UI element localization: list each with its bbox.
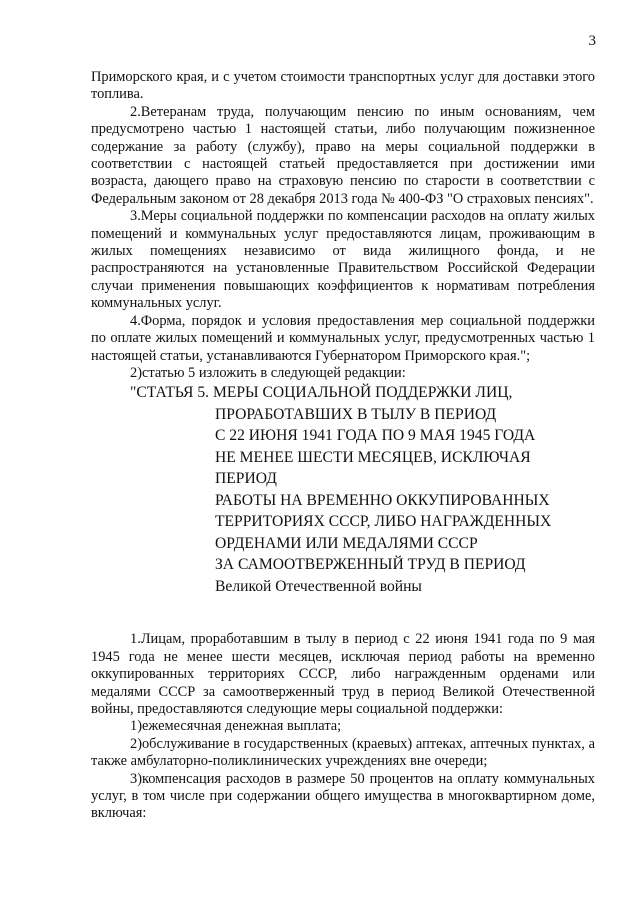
- article-heading-line: ОРДЕНАМИ ИЛИ МЕДАЛЯМИ СССР: [215, 534, 478, 552]
- article-heading-line: НЕ МЕНЕЕ ШЕСТИ МЕСЯЦЕВ, ИСКЛЮЧАЯ ПЕРИОД: [215, 448, 531, 488]
- article-heading-line: С 22 ИЮНЯ 1941 ГОДА ПО 9 МАЯ 1945 ГОДА: [215, 427, 536, 445]
- article-heading-line: "СТАТЬЯ 5. МЕРЫ СОЦИАЛЬНОЙ ПОДДЕРЖКИ ЛИЦ,: [130, 384, 513, 402]
- page-number: 3: [588, 33, 596, 49]
- paragraph-continuation: Приморского края, и с учетом стоимости транспортных услуг для доставки этого топлива.: [91, 69, 595, 103]
- paragraph-item-2: 2.Ветеранам труда, получающим пенсию по иным основаниям, чем предусмотрено частью 1 настоящей статьи, либо получающим пожизненное содержание за работу (службу), право на меры социальной поддержки в соответствии с настоящей статьей предоставляется при достижении ими возраста, дающего право на страховую пенсию по старости в соответствии с Федеральным законом от 28 декабря 2013 года № 400-ФЗ "О страховых пенсиях".: [91, 103, 595, 207]
- article-paragraph-1: 1.Лицам, проработавшим в тылу в период с 22 июня 1941 года по 9 мая 1945 года не менее шести месяцев, исключая период работы на временно оккупированных территориях СССР, либо награжденным орденами или медалями СССР за самоотверженный труд в период Великой Отечественной войны, предоставляются следующие меры социальной поддержки:: [91, 631, 595, 717]
- article-heading-line: РАБОТЫ НА ВРЕМЕННО ОККУПИРОВАННЫХ: [215, 491, 550, 509]
- article-heading: [91, 382, 595, 597]
- list-item-3: 3)компенсация расходов в размере 50 процентов на оплату коммунальных услуг, в том числе при содержании общего имущества в многоквартирном доме, включая:: [91, 770, 595, 822]
- section-spacer: [91, 597, 595, 631]
- article-heading-line: ЗА САМООТВЕРЖЕННЫЙ ТРУД В ПЕРИОД: [215, 556, 526, 574]
- article-heading-line: ПРОРАБОТАВШИХ В ТЫЛУ В ПЕРИОД: [215, 405, 497, 423]
- article-heading-line: Великой Отечественной войны: [215, 577, 422, 595]
- paragraph-item-3: 3.Меры социальной поддержки по компенсации расходов на оплату жилых помещений и коммунальных услуг предоставляются лицам, проживающим в жилых помещениях независимо от вида жилищного фонда, и не распространяются на установленные Правительством Российской Федерации случаи применения повышающих коэффициентов к нормативам потребления коммунальных услуг.: [91, 208, 595, 312]
- amendment-instruction: 2)статью 5 изложить в следующей редакции:: [130, 364, 406, 381]
- paragraph-item-4: 4.Форма, порядок и условия предоставления мер социальной поддержки по оплате жилых помещений и коммунальных услуг, предусмотренных частью 1 настоящей статьи, устанавливаются Губернатором Приморского края.";: [91, 312, 595, 364]
- list-item-1: 1)ежемесячная денежная выплата;: [130, 718, 342, 735]
- document-body: [91, 69, 595, 823]
- list-item-2: 2)обслуживание в государственных (краевых) аптеках, аптечных пунктах, а также амбулаторно-поликлинических учреждениях вне очереди;: [91, 735, 595, 770]
- article-heading-line: ТЕРРИТОРИЯХ СССР, ЛИБО НАГРАЖДЕННЫХ: [215, 513, 552, 531]
